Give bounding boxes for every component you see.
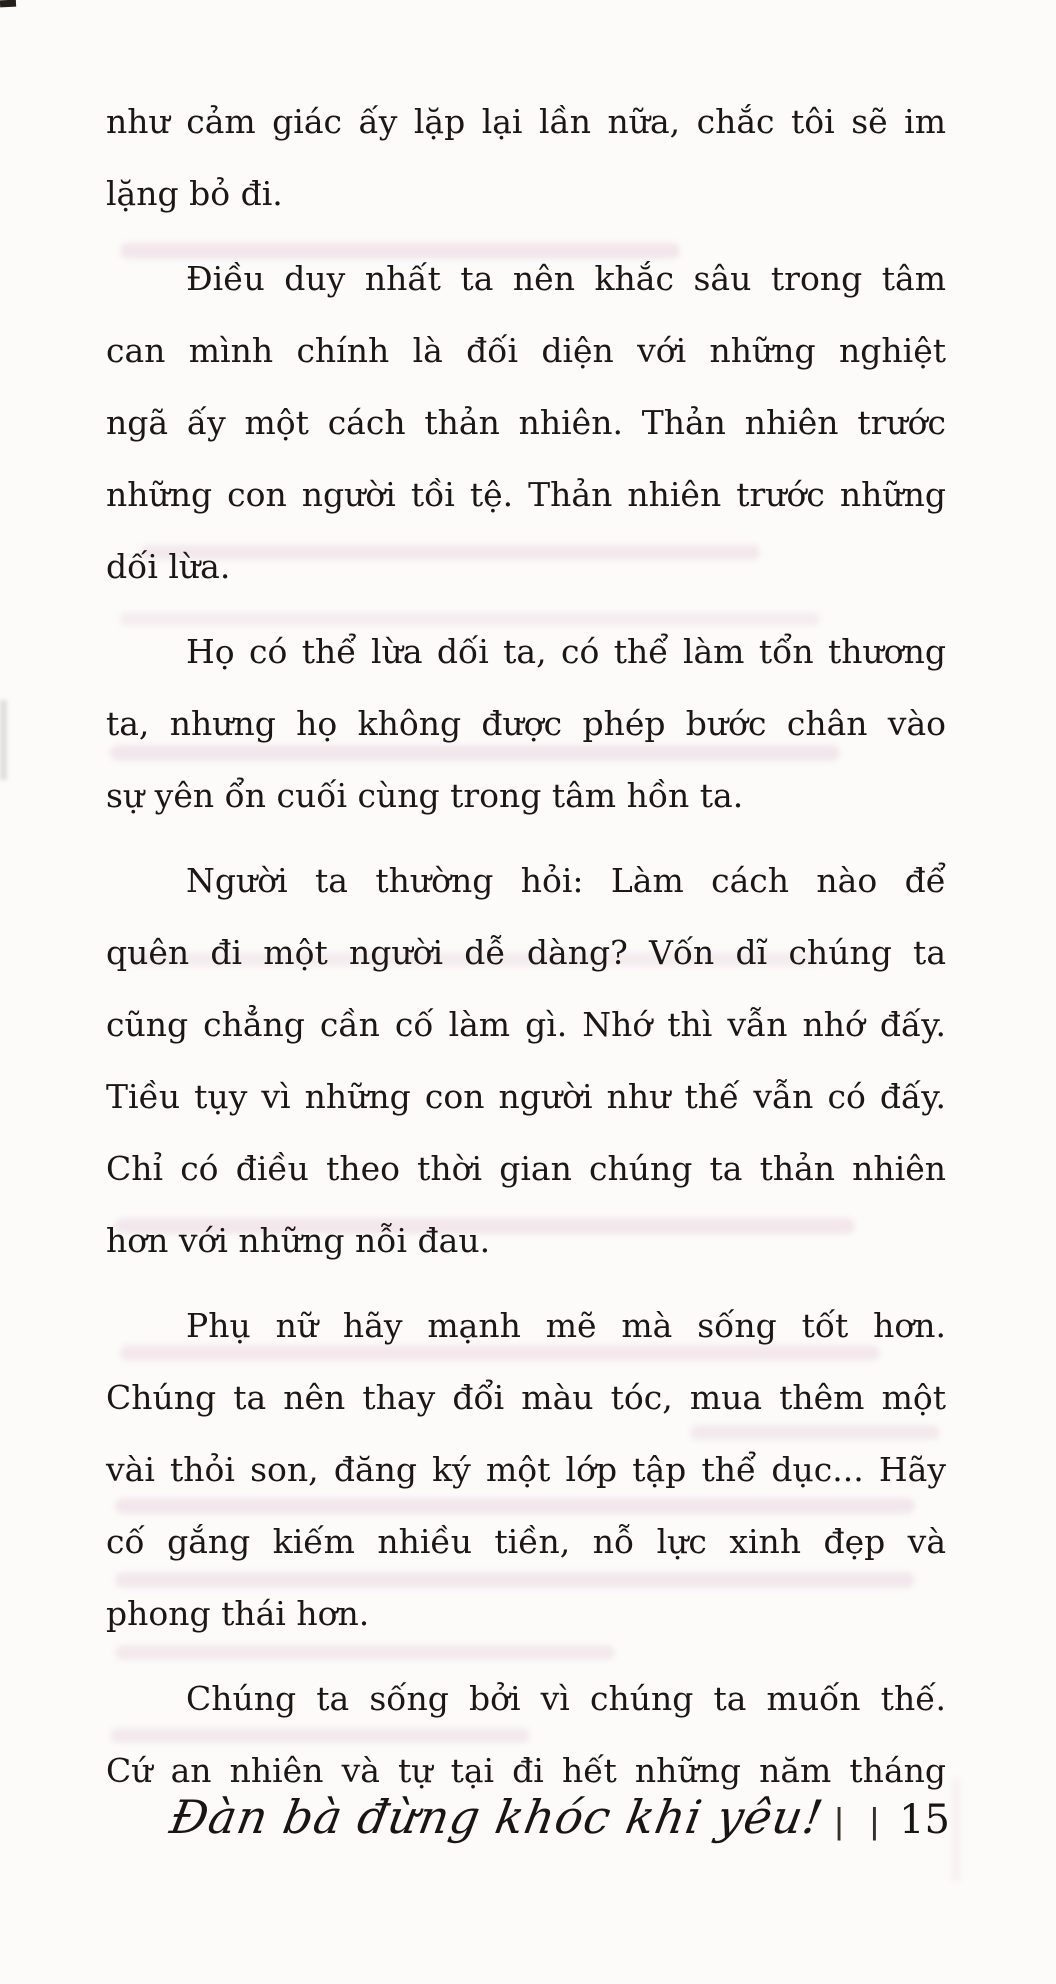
text-line: lặng bỏ đi. — [106, 174, 283, 213]
text-line: ta, nhưng họ không được phép bước chân vào — [106, 704, 946, 743]
text-line: Chỉ có điều theo thời gian chúng ta thản nhiên — [106, 1149, 946, 1188]
paragraph-6 — [106, 1663, 946, 1807]
text-line: Chúng ta sống bởi vì chúng ta muốn thế. — [186, 1679, 946, 1718]
text-line: hơn với những nỗi đau. — [106, 1221, 491, 1260]
scan-edge-smudge — [0, 700, 7, 780]
page-footer — [165, 1790, 950, 1844]
text-line: Tiều tụy vì những con người như thế vẫn có đấy. — [106, 1077, 946, 1116]
scan-corner-mark — [0, 0, 16, 7]
footer-book-title: Đàn bà đừng khóc khi yêu! — [165, 1790, 828, 1844]
page-number: 15 — [899, 1797, 950, 1843]
text-line: như cảm giác ấy lặp lại lần nữa, chắc tôi sẽ im — [106, 102, 946, 141]
text-line: những con người tồi tệ. Thản nhiên trước những — [106, 475, 946, 514]
text-line: phong thái hơn. — [106, 1594, 370, 1633]
footer-separator: | | — [834, 1800, 888, 1841]
text-line: Chúng ta nên thay đổi màu tóc, mua thêm một — [106, 1378, 946, 1417]
page-text — [106, 86, 946, 1820]
paragraph-4 — [106, 845, 946, 1277]
text-line: cố gắng kiếm nhiều tiền, nỗ lực xinh đẹp và — [106, 1522, 946, 1561]
text-line: Họ có thể lừa dối ta, có thể làm tổn thương — [186, 632, 946, 671]
text-line: can mình chính là đối diện với những nghiệt — [106, 331, 946, 370]
text-line: quên đi một người dễ dàng? Vốn dĩ chúng ta — [106, 933, 946, 972]
text-line: Người ta thường hỏi: Làm cách nào để — [186, 861, 946, 900]
paragraph-3 — [106, 616, 946, 832]
paragraph-2 — [106, 243, 946, 603]
text-line: cũng chẳng cần cố làm gì. Nhớ thì vẫn nhớ đấy. — [106, 1005, 946, 1044]
text-line: Điều duy nhất ta nên khắc sâu trong tâm — [186, 259, 946, 298]
show-through-mark — [952, 1778, 960, 1882]
paragraph-5 — [106, 1290, 946, 1650]
text-line: Phụ nữ hãy mạnh mẽ mà sống tốt hơn. — [186, 1306, 946, 1345]
text-line: Cứ an nhiên và tự tại đi hết những năm tháng — [106, 1751, 946, 1790]
text-line: ngã ấy một cách thản nhiên. Thản nhiên trước — [106, 403, 946, 442]
text-line: sự yên ổn cuối cùng trong tâm hồn ta. — [106, 776, 744, 815]
paragraph-1 — [106, 86, 946, 230]
text-line: dối lừa. — [106, 547, 231, 586]
text-line: vài thỏi son, đăng ký một lớp tập thể dục... Hãy — [106, 1450, 946, 1489]
